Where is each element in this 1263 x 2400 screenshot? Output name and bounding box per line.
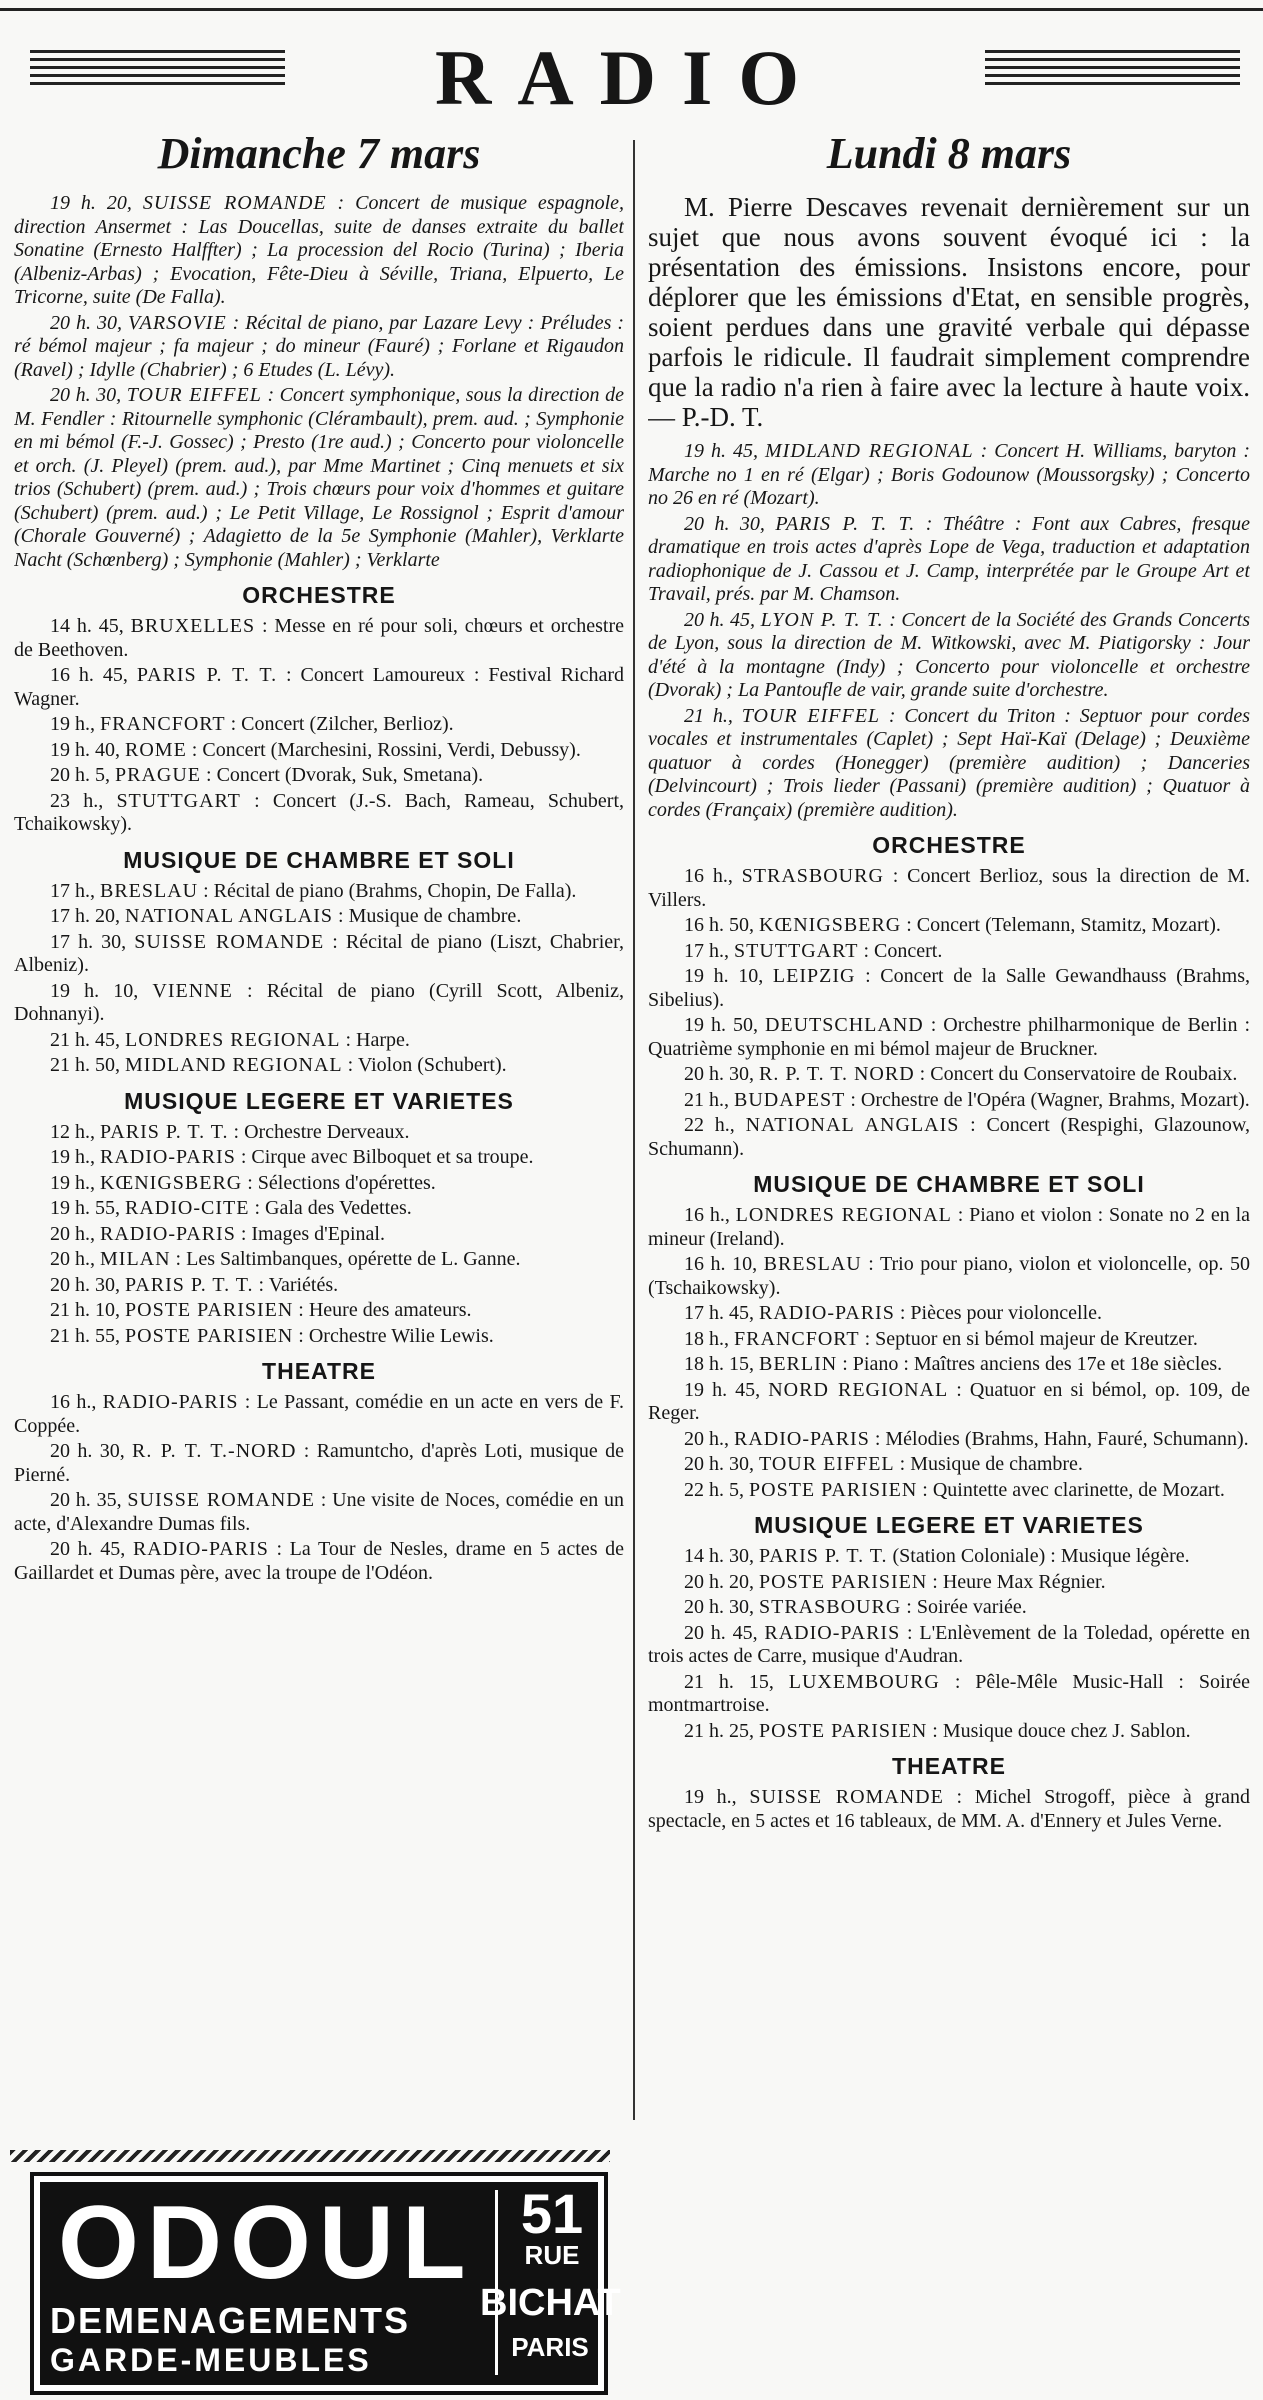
station-name: SUISSE ROMANDE (749, 1786, 944, 1808)
programme-entry (14, 1274, 624, 1298)
station-name: LYON P. T. T. (760, 608, 884, 631)
station-name: PARIS P. T. T. (125, 1273, 254, 1296)
programme-entry (14, 1248, 624, 1272)
station-name: LONDRES REGIONAL (735, 1204, 952, 1226)
programme-entry (648, 1302, 1250, 1326)
station-name: LUXEMBOURG (788, 1670, 940, 1693)
station-name: MIDLAND REGIONAL (765, 440, 974, 462)
station-name: TOUR EIFFEL (741, 704, 881, 727)
column-divider (633, 140, 635, 2120)
programme-details: : La Tour de Nesles, drame en 5 actes de Gaillardet et Dumas père, avec la troupe de l'Odéon. (14, 1538, 624, 1584)
programme-entry (648, 1622, 1250, 1669)
programme-details: : Images d'Epinal. (235, 1222, 385, 1245)
programme-time: 14 h. 45, (50, 615, 131, 637)
programme-details: : Soirée variée. (901, 1596, 1027, 1618)
programme-entry (648, 1089, 1250, 1113)
programme-time: 19 h. 45, (684, 1378, 769, 1401)
programme-entry (14, 1029, 624, 1053)
programme-details: : Concert. (858, 939, 943, 962)
programme-time: 12 h., (50, 1120, 100, 1143)
station-name: NATIONAL ANGLAIS (745, 1114, 960, 1136)
programme-time: 21 h. 45, (50, 1028, 125, 1051)
programme-time: 20 h. 30, (684, 1453, 759, 1475)
ad-city: PARIS (511, 2332, 589, 2362)
programme-entry (14, 192, 624, 310)
programme-details: : L'Enlèvement de la Toledad, opérette en trois actes de Carre, musique d'Audran. (648, 1621, 1250, 1667)
station-name: VIENNE (152, 979, 233, 1002)
programme-time: 21 h. 25, (684, 1719, 759, 1742)
programme-time: 17 h. 45, (684, 1302, 759, 1324)
programme-details: : Théâtre : Font aux Cabres, fresque dramatique en trois actes d'après Lope de Vega, traduction et adaptation radiophonique de J. Cassou et J. Camp, interprétée par le Groupe Art et Travail, prés. par M. Chamson. (648, 512, 1250, 605)
ad-line-moving: DEMENAGEMENTS (50, 2300, 411, 2341)
programme-entry (14, 931, 624, 978)
programme-time: 19 h. 10, (684, 965, 773, 987)
ad-street-number: 51 (520, 2182, 584, 2245)
station-name: KŒNIGSBERG (759, 914, 902, 936)
programme-details: : Le Passant, comédie en un acte en vers de F. Coppée. (14, 1391, 624, 1437)
station-name: SUISSE ROMANDE (142, 192, 327, 214)
programme-time: 20 h. 30, (684, 1596, 759, 1618)
programme-entry (14, 1121, 624, 1145)
programme-details: : Concert de la Salle Gewandhauss (Brahms, Sibelius). (648, 965, 1250, 1011)
programme-entry (648, 1453, 1250, 1477)
programme-entry (648, 1720, 1250, 1744)
station-name: STUTTGART (116, 789, 241, 812)
programme-details: : Orchestre de l'Opéra (Wagner, Brahms, Mozart). (845, 1088, 1250, 1111)
programme-details: : Pêle-Mêle Music-Hall : Soirée montmartroise. (648, 1670, 1250, 1716)
programme-time: 19 h. 20, (50, 192, 143, 214)
programme-time: 20 h. 30, (50, 1440, 133, 1462)
programme-details: : Variétés. (253, 1273, 339, 1296)
programme-entry (648, 1571, 1250, 1595)
programme-entry (14, 312, 624, 383)
station-name: R. P. T. T. NORD (759, 1063, 915, 1085)
programme-entry (14, 1391, 624, 1438)
programme-entry (14, 790, 624, 837)
programme-time: 16 h. 10, (684, 1253, 764, 1275)
programme-entry (14, 980, 624, 1027)
programme-time: 20 h. 30, (50, 1273, 125, 1296)
programme-time: 21 h. 55, (50, 1324, 125, 1347)
programme-details: : Septuor en si bémol majeur de Kreutzer. (859, 1327, 1198, 1350)
programme-time: 20 h. 45, (684, 608, 761, 631)
station-name: MILAN (100, 1248, 171, 1270)
station-name: FRANCFORT (100, 713, 226, 735)
programme-entry (14, 1146, 624, 1170)
programme-entry (648, 1204, 1250, 1251)
station-name: DEUTSCHLAND (764, 1014, 924, 1036)
programme-details: : Orchestre Derveaux. (228, 1120, 410, 1143)
programme-details: : Concert H. Williams, baryton : Marche no 1 en ré (Elgar) ; Boris Godounow (Moussorgsky) ; Concerto no 26 en ré (Mozart). (648, 440, 1250, 509)
programme-details: : Concert de musique espagnole, direction Ansermet : Las Doucellas, suite de danses extraite du ballet Sonatine (Ernesto Halffter) ; La procession del Rocio (Turina) ; Iberia (Albeniz-Arbas) ; Evocation, Fête-Dieu à Séville, Triana, Elpuerto, Le Tricorne, suite (De Falla). (14, 192, 624, 308)
programme-details: : Orchestre Wilie Lewis. (293, 1324, 494, 1347)
station-name: NORD REGIONAL (768, 1378, 949, 1401)
programme-entry (648, 1063, 1250, 1087)
station-name: R. P. T. T.-NORD (132, 1440, 297, 1462)
programme-entry (14, 1223, 624, 1247)
station-name: BRESLAU (100, 879, 199, 902)
day-heading: Dimanche 7 mars (157, 129, 481, 178)
column-monday (648, 128, 1250, 2398)
programme-time: 20 h. 30, (50, 311, 128, 334)
programme-time: 20 h., (50, 1248, 100, 1270)
station-name: ROME (125, 738, 187, 761)
programme-entry (14, 1440, 624, 1487)
programme-details: : Concert (Respighi, Glazounow, Schumann). (648, 1114, 1250, 1160)
programme-details: : Sélections d'opérettes. (242, 1171, 436, 1194)
programme-time: 21 h., (684, 704, 742, 727)
programme-time: 20 h. 30, (684, 512, 776, 535)
station-name: RADIO-PARIS (734, 1427, 870, 1450)
programme-details: : Récital de piano (Liszt, Chabrier, Albeniz). (14, 930, 624, 976)
programme-details: : Concert symphonique, sous la direction de M. Fendler : Ritournelle symphonic (Clérambault), prem. aud. ; Symphonie en mi bémol (F.-J. Gossec) ; Presto (1re aud.) ; Concerto pour violoncelle et orch. (J. Pleyel) (prem. aud.), par Mme Martinet ; Cinq menuets et six trios (Schubert) (prem. aud.) ; Trois chœurs pour voix d'hommes et guitare (Schubert) (prem. aud.) ; Le Petit Village, Le Rossignol ; Esprit d'amour (Chorale Gouverné) ; Adagietto de la 5e Symphonie (Mahler), Verklarte Nacht (Schœnberg) ; Symphonie (Mahler) ; Verklarte (14, 384, 624, 571)
station-name: RADIO-PARIS (100, 1146, 236, 1168)
station-name: POSTE PARISIEN (125, 1299, 294, 1321)
programme-details: : Les Saltimbanques, opérette de L. Ganne. (170, 1248, 521, 1270)
programme-entry (648, 1014, 1250, 1061)
programme-time: 16 h. 45, (50, 664, 137, 686)
section-heading: ORCHESTRE (872, 832, 1026, 858)
programme-entry (14, 713, 624, 737)
top-rule (0, 8, 1263, 11)
programme-details: : Concert (Marchesini, Rossini, Verdi, Debussy). (186, 738, 581, 761)
programme-time: 19 h. 50, (684, 1014, 765, 1036)
station-name: STRASBOURG (741, 865, 884, 887)
programme-entry (14, 1325, 624, 1349)
programme-entry (648, 965, 1250, 1012)
programme-entry (648, 1353, 1250, 1377)
section-heading: ORCHESTRE (242, 582, 396, 608)
programme-time: 21 h., (684, 1088, 734, 1111)
programme-time: 20 h. 45, (50, 1538, 133, 1560)
programme-time: 23 h., (50, 789, 117, 812)
ad-line-storage: GARDE-MEUBLES (50, 2342, 372, 2378)
programme-time: 20 h. 5, (50, 764, 115, 786)
programme-entry (14, 664, 624, 711)
programme-time: 18 h., (684, 1327, 734, 1350)
programme-details: : Violon (Schubert). (342, 1054, 507, 1076)
station-name: BRUXELLES (130, 615, 256, 637)
station-name: LONDRES REGIONAL (125, 1028, 341, 1051)
programme-details: : Quatuor en si bémol, op. 109, de Reger. (648, 1378, 1250, 1424)
programme-details: : Heure des amateurs. (293, 1299, 472, 1321)
programme-details: : Concert (J.-S. Bach, Rameau, Schubert, Tchaikowsky). (14, 789, 624, 835)
station-name: PARIS P. T. T. (775, 512, 916, 535)
section-heading: THEATRE (892, 1753, 1006, 1779)
station-name: LEIPZIG (772, 965, 856, 987)
programme-entry (648, 940, 1250, 964)
programme-details: : Récital de piano (Brahms, Chopin, De Falla). (198, 879, 577, 902)
station-name: BRESLAU (763, 1253, 862, 1275)
programme-details: : Heure Max Régnier. (927, 1570, 1106, 1593)
programme-details: : Musique de chambre. (333, 905, 522, 927)
programme-time: 19 h., (50, 1146, 100, 1168)
programme-time: 19 h. 40, (50, 738, 125, 761)
programme-entry (14, 1197, 624, 1221)
programme-details: : Gala des Vedettes. (249, 1197, 412, 1219)
station-name: TOUR EIFFEL (126, 384, 262, 406)
programme-details: : Concert du Conservatoire de Roubaix. (914, 1063, 1238, 1085)
programme-details: : Messe en ré pour soli, chœurs et orchestre de Beethoven. (14, 615, 624, 661)
programme-details: : Concert (Telemann, Stamitz, Mozart). (901, 914, 1221, 936)
section-heading: MUSIQUE DE CHAMBRE ET SOLI (753, 1171, 1145, 1197)
programme-time: 19 h., (684, 1786, 750, 1808)
programme-time: 20 h. 35, (50, 1489, 128, 1511)
programme-time: 17 h. 30, (50, 930, 135, 953)
section-heading: MUSIQUE LEGERE ET VARIETES (754, 1512, 1144, 1538)
programme-entry (14, 615, 624, 662)
section-heading: THEATRE (262, 1358, 376, 1384)
programme-entry (14, 1538, 624, 1585)
programme-entry (14, 764, 624, 788)
programme-details: : Concert Lamoureux : Festival Richard Wagner. (14, 664, 624, 710)
programme-details: : Piano : Maîtres anciens des 17e et 18e siècles. (837, 1353, 1223, 1375)
programme-time: 20 h., (50, 1222, 100, 1245)
programme-time: 19 h., (50, 1171, 100, 1194)
programme-time: 14 h. 30, (684, 1545, 759, 1567)
programme-sections (14, 582, 624, 1585)
programme-details: : Concert (Dvorak, Suk, Smetana). (201, 764, 484, 786)
ad-panel (40, 2182, 621, 2385)
programme-entry (648, 609, 1250, 703)
station-name: SUISSE ROMANDE (134, 930, 325, 953)
programme-details: : Michel Strogoff, pièce à grand spectacle, en 5 actes et 16 tableaux, de MM. A. d'Ennery et Jules Verne. (648, 1786, 1250, 1832)
ad-border-ornament (10, 2150, 610, 2162)
programme-time: 16 h. 50, (684, 914, 759, 936)
programme-details: : Mélodies (Brahms, Hahn, Fauré, Schumann). (869, 1427, 1249, 1450)
masthead-rules-right (985, 50, 1240, 92)
ad-brand: ODOUL (58, 2185, 474, 2301)
programme-time: 22 h. 5, (684, 1478, 749, 1501)
programme-details: : Concert du Triton : Septuor pour cordes vocales et instrumentales (Caplet) ; Sept Haï-Kaï (Delage) ; Deuxième quatuor à cordes (Honegger) (première audition) ; Danceries (Delvincourt) ; Trois lieder (Passani) (première audition) ; Quatuor à cordes (Françaix) (première audition). (648, 704, 1250, 821)
programme-time: 21 h. 15, (684, 1670, 789, 1693)
programme-entry (648, 914, 1250, 938)
station-name: PARIS P. T. T. (136, 664, 278, 686)
programme-details: : Trio pour piano, violon et violoncelle, op. 50 (Tschaikowsky). (648, 1253, 1250, 1299)
station-name: VARSOVIE (127, 311, 227, 334)
programme-entry (648, 1379, 1250, 1426)
programme-details: : Quintette avec clarinette, de Mozart. (917, 1478, 1225, 1501)
programme-details: : Concert (Zilcher, Berlioz). (225, 713, 454, 735)
programme-time: 17 h. 20, (50, 905, 125, 927)
programme-time: 19 h., (50, 713, 100, 735)
section-heading: MUSIQUE LEGERE ET VARIETES (124, 1087, 514, 1114)
station-name: PARIS P. T. T. (100, 1120, 229, 1143)
programme-entry (14, 384, 624, 572)
programme-time: 19 h. 45, (684, 440, 766, 462)
station-name: NATIONAL ANGLAIS (125, 905, 334, 927)
programme-time: 20 h., (684, 1427, 734, 1450)
programme-entry (14, 1172, 624, 1196)
masthead-rules-left (30, 50, 285, 92)
programme-time: 19 h. 10, (50, 979, 153, 1002)
station-name: RADIO-CITE (125, 1197, 250, 1219)
programme-entry (648, 1114, 1250, 1161)
programme-entry (648, 1596, 1250, 1620)
station-name: POSTE PARISIEN (759, 1570, 928, 1593)
station-name: SUISSE ROMANDE (127, 1489, 315, 1511)
station-name: RADIO-PARIS (102, 1391, 239, 1413)
programme-time: 18 h. 15, (684, 1353, 759, 1375)
station-name: RADIO-PARIS (100, 1222, 236, 1245)
programme-details: : Musique de chambre. (894, 1453, 1083, 1475)
section-heading: MUSIQUE DE CHAMBRE ET SOLI (123, 846, 515, 873)
advertisement-odoul (30, 2172, 621, 2395)
programme-time: 21 h. 50, (50, 1054, 125, 1076)
programme-entry (14, 905, 624, 929)
station-name: RADIO-PARIS (132, 1538, 269, 1560)
featured-programmes (648, 440, 1250, 822)
programme-details: : Piano et violon : Sonate no 2 en la mineur (Ireland). (648, 1204, 1250, 1250)
station-name: MIDLAND REGIONAL (125, 1054, 343, 1076)
featured-programmes (14, 192, 624, 572)
programme-entry (648, 865, 1250, 912)
editorial-note: M. Pierre Descaves revenait dernièrement sur un sujet que nous avons souvent évoqué ici : la présentation des émissions. Insistons encore, pour déplorer que les émissions d'Etat, en sensible progrès, soient perdues dans une gravité verbale qui dépasse parfois le ridicule. Il faudrait simplement comprendre que la radio n'a rien à faire avec la lecture à haute voix. — P.-D. T. (648, 192, 1250, 432)
programme-time: 17 h., (684, 939, 734, 962)
station-name: PRAGUE (115, 764, 202, 786)
programme-entry (648, 705, 1250, 823)
programme-entry (14, 1054, 624, 1078)
station-name: FRANCFORT (734, 1327, 860, 1350)
programme-details: : Orchestre philharmonique de Berlin : Quatrième symphonie en mi bémol majeur de Bruckner. (648, 1014, 1250, 1060)
programme-time: 19 h. 55, (50, 1197, 125, 1219)
programme-entry (14, 1299, 624, 1323)
programme-entry (14, 880, 624, 904)
station-name: POSTE PARISIEN (125, 1324, 294, 1347)
programme-entry (648, 1328, 1250, 1352)
programme-time: 21 h. 10, (50, 1299, 125, 1321)
programme-sections (648, 832, 1250, 1833)
programme-details: : Concert de la Société des Grands Concerts de Lyon, sous la direction de M. Witkowski, avec M. Piatigorsky : Jour d'été à la montagne (Indy) ; Concerto pour violoncelle et orchestre (Dvorak) ; La Pantoufle de vair, grande suite d'orchestre. (648, 608, 1250, 701)
programme-entry (648, 1479, 1250, 1503)
station-name: STUTTGART (734, 939, 859, 962)
programme-details: : Récital de piano (Cyrill Scott, Albeniz, Dohnanyi). (14, 979, 624, 1025)
masthead-title: RADIO (434, 34, 825, 121)
programme-details: : Cirque avec Bilboquet et sa troupe. (235, 1146, 534, 1168)
station-name: BERLIN (759, 1353, 838, 1375)
ad-rue: RUE (524, 2240, 580, 2270)
programme-time: 20 h. 30, (50, 384, 127, 406)
programme-time: 20 h. 45, (684, 1621, 765, 1644)
column-sunday (14, 128, 624, 2148)
programme-entry (648, 1428, 1250, 1452)
station-name: PARIS P. T. T. (759, 1545, 888, 1567)
day-heading: Lundi 8 mars (826, 129, 1072, 178)
programme-time: 20 h. 30, (684, 1063, 759, 1085)
programme-entry (14, 1489, 624, 1536)
programme-entry (14, 739, 624, 763)
programme-details: : Concert Berlioz, sous la direction de M. Villers. (648, 865, 1250, 911)
station-name: KŒNIGSBERG (100, 1171, 243, 1194)
programme-entry (648, 1545, 1250, 1569)
programme-time: 16 h., (684, 1204, 736, 1226)
programme-time: 16 h., (50, 1391, 103, 1413)
programme-details: : Une visite de Noces, comédie en un acte, d'Alexandre Dumas fils. (14, 1489, 624, 1535)
station-name: BUDAPEST (734, 1088, 846, 1111)
programme-details: (Station Coloniale) : Musique légère. (887, 1545, 1190, 1567)
programme-time: 16 h., (684, 865, 742, 887)
programme-entry (648, 1671, 1250, 1718)
ad-street: BICHAT (480, 2282, 621, 2324)
programme-details: : Musique douce chez J. Sablon. (927, 1719, 1191, 1742)
programme-entry (648, 513, 1250, 607)
programme-time: 20 h. 20, (684, 1570, 759, 1593)
programme-time: 22 h., (684, 1114, 746, 1136)
programme-entry (648, 440, 1250, 511)
station-name: POSTE PARISIEN (759, 1719, 928, 1742)
station-name: POSTE PARISIEN (749, 1478, 918, 1501)
programme-details: : Ramuntcho, d'après Loti, musique de Pierné. (14, 1440, 624, 1486)
programme-entry (648, 1253, 1250, 1300)
programme-details: : Récital de piano, par Lazare Levy : Préludes : ré bémol majeur ; fa majeur ; do mineur (Fauré) ; Forlane et Rigaudon (Ravel) ; Idylle (Chabrier) ; 6 Etudes (L. Lévy). (14, 311, 624, 381)
station-name: STRASBOURG (759, 1596, 902, 1618)
programme-details: : Pièces pour violoncelle. (894, 1302, 1103, 1324)
programme-details: : Harpe. (340, 1028, 410, 1051)
programme-entry (648, 1786, 1250, 1833)
station-name: RADIO-PARIS (759, 1302, 895, 1324)
station-name: TOUR EIFFEL (759, 1453, 895, 1475)
station-name: RADIO-PARIS (764, 1621, 901, 1644)
programme-time: 17 h., (50, 879, 100, 902)
